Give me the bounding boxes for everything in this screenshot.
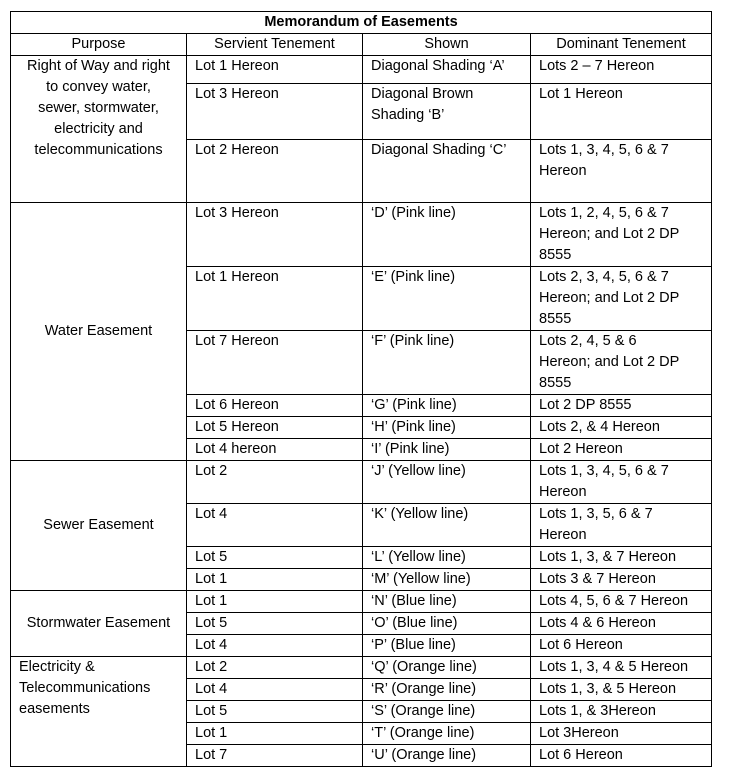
dominant-cell: Lots 4 & 6 Hereon: [531, 613, 712, 635]
dominant-cell: Lots 2, 3, 4, 5, 6 & 7 Hereon; and Lot 2 DP 8555: [531, 267, 712, 331]
shown-cell: ‘O’ (Blue line): [363, 613, 531, 635]
shown-cell: Diagonal Shading ‘C’: [363, 140, 531, 203]
dominant-cell: Lot 2 DP 8555: [531, 395, 712, 417]
servient-cell: Lot 4: [187, 679, 363, 701]
purpose-cell: Right of Way and right to convey water, sewer, stormwater, electricity and telecommunications: [11, 56, 187, 203]
servient-cell: Lot 5: [187, 547, 363, 569]
table-row: [11, 591, 712, 613]
dominant-cell: Lots 1, 3, 4, 5, 6 & 7 Hereon: [531, 140, 712, 203]
servient-cell: Lot 5: [187, 701, 363, 723]
dominant-cell: Lots 3 & 7 Hereon: [531, 569, 712, 591]
servient-cell: Lot 4: [187, 504, 363, 547]
dominant-cell: Lots 1, & 3Hereon: [531, 701, 712, 723]
shown-cell: ‘S’ (Orange line): [363, 701, 531, 723]
shown-cell: ‘M’ (Yellow line): [363, 569, 531, 591]
header-row: [11, 34, 712, 56]
servient-cell: Lot 1 Hereon: [187, 56, 363, 84]
shown-cell: ‘U’ (Orange line): [363, 745, 531, 767]
dominant-cell: Lots 1, 3, & 5 Hereon: [531, 679, 712, 701]
header-dominant: Dominant Tenement: [531, 34, 712, 56]
shown-cell: ‘Q’ (Orange line): [363, 657, 531, 679]
dominant-cell: Lots 2 – 7 Hereon: [531, 56, 712, 84]
servient-cell: Lot 2: [187, 657, 363, 679]
shown-cell: ‘T’ (Orange line): [363, 723, 531, 745]
servient-cell: Lot 4: [187, 635, 363, 657]
shown-cell: ‘L’ (Yellow line): [363, 547, 531, 569]
servient-cell: Lot 1 Hereon: [187, 267, 363, 331]
shown-cell: ‘R’ (Orange line): [363, 679, 531, 701]
dominant-cell: Lot 1 Hereon: [531, 84, 712, 140]
shown-cell: ‘N’ (Blue line): [363, 591, 531, 613]
dominant-cell: Lots 2, & 4 Hereon: [531, 417, 712, 439]
dominant-cell: Lots 1, 3, 4 & 5 Hereon: [531, 657, 712, 679]
servient-cell: Lot 2 Hereon: [187, 140, 363, 203]
shown-cell: ‘D’ (Pink line): [363, 203, 531, 267]
table-row: [11, 203, 712, 267]
purpose-cell: Water Easement: [11, 203, 187, 461]
table-row: [11, 461, 712, 504]
servient-cell: Lot 1: [187, 723, 363, 745]
shown-cell: ‘K’ (Yellow line): [363, 504, 531, 547]
shown-cell: Diagonal Shading ‘A’: [363, 56, 531, 84]
shown-cell: ‘F’ (Pink line): [363, 331, 531, 395]
dominant-cell: Lots 1, 3, & 7 Hereon: [531, 547, 712, 569]
easements-table: [10, 11, 712, 767]
dominant-cell: Lot 2 Hereon: [531, 439, 712, 461]
dominant-cell: Lots 1, 3, 5, 6 & 7 Hereon: [531, 504, 712, 547]
header-servient: Servient Tenement: [187, 34, 363, 56]
servient-cell: Lot 4 hereon: [187, 439, 363, 461]
shown-cell: ‘I’ (Pink line): [363, 439, 531, 461]
servient-cell: Lot 5: [187, 613, 363, 635]
dominant-cell: Lots 1, 2, 4, 5, 6 & 7 Hereon; and Lot 2 DP 8555: [531, 203, 712, 267]
shown-cell: Diagonal Brown Shading ‘B’: [363, 84, 531, 140]
table-title: Memorandum of Easements: [11, 12, 712, 34]
dominant-cell: Lot 6 Hereon: [531, 745, 712, 767]
dominant-cell: Lots 4, 5, 6 & 7 Hereon: [531, 591, 712, 613]
table-row: [11, 657, 712, 679]
purpose-cell: Electricity & Telecommunications easements: [11, 657, 187, 767]
servient-cell: Lot 7 Hereon: [187, 331, 363, 395]
dominant-cell: Lots 1, 3, 4, 5, 6 & 7 Hereon: [531, 461, 712, 504]
servient-cell: Lot 3 Hereon: [187, 84, 363, 140]
shown-cell: ‘E’ (Pink line): [363, 267, 531, 331]
dominant-cell: Lot 3Hereon: [531, 723, 712, 745]
dominant-cell: Lots 2, 4, 5 & 6 Hereon; and Lot 2 DP 8555: [531, 331, 712, 395]
shown-cell: ‘G’ (Pink line): [363, 395, 531, 417]
table-row: [11, 56, 712, 84]
shown-cell: ‘H’ (Pink line): [363, 417, 531, 439]
servient-cell: Lot 1: [187, 591, 363, 613]
servient-cell: Lot 1: [187, 569, 363, 591]
header-shown: Shown: [363, 34, 531, 56]
purpose-cell: Stormwater Easement: [11, 591, 187, 657]
servient-cell: Lot 7: [187, 745, 363, 767]
servient-cell: Lot 2: [187, 461, 363, 504]
servient-cell: Lot 6 Hereon: [187, 395, 363, 417]
header-purpose: Purpose: [11, 34, 187, 56]
servient-cell: Lot 3 Hereon: [187, 203, 363, 267]
shown-cell: ‘J’ (Yellow line): [363, 461, 531, 504]
shown-cell: ‘P’ (Blue line): [363, 635, 531, 657]
purpose-cell: Sewer Easement: [11, 461, 187, 591]
title-row: [11, 12, 712, 34]
dominant-cell: Lot 6 Hereon: [531, 635, 712, 657]
servient-cell: Lot 5 Hereon: [187, 417, 363, 439]
